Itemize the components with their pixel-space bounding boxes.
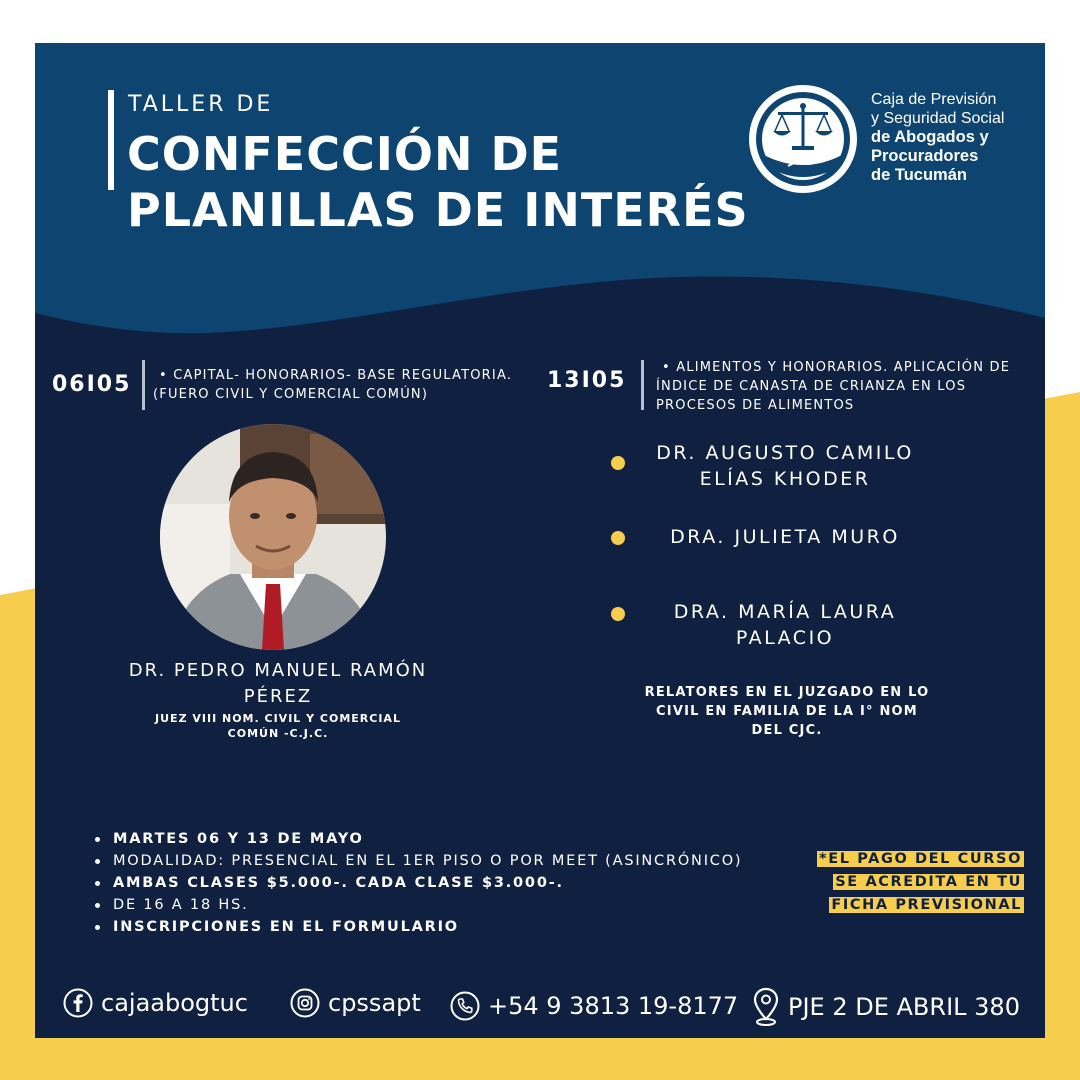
- payment-note-line-3: FICHA PREVISIONAL: [831, 897, 1022, 913]
- session-divider-2: [641, 360, 644, 410]
- main-speaker-role: [128, 711, 428, 741]
- speaker-right-1-line-1: DR. AUGUSTO CAMILO: [656, 442, 914, 464]
- list-item: DE 16 A 18 HS.: [95, 894, 742, 916]
- speaker-photo: [160, 424, 386, 650]
- bullet-dot-icon: [611, 456, 625, 470]
- phone-number: +54 9 3813 19-8177: [488, 992, 739, 1020]
- main-speaker-role-line-1: JUEZ VIII NOM. CIVIL Y COMERCIAL: [155, 712, 401, 725]
- session-topic-1: [153, 366, 512, 404]
- speaker-right-3-line-1: DRA. MARÍA LAURA: [673, 601, 897, 623]
- speaker-right-1: [630, 440, 940, 492]
- institution-name: [871, 90, 1004, 185]
- session-date-1: 06I05: [52, 372, 132, 397]
- list-item: MODALIDAD: PRESENCIAL EN EL 1ER PISO O POR MEET (ASINCRÓNICO): [95, 850, 742, 872]
- relatores-line-2: CIVIL EN FAMILIA DE LA I° NOM: [656, 704, 918, 719]
- phone-contact[interactable]: [450, 991, 738, 1021]
- bullet-dot-icon: [611, 607, 625, 621]
- speaker-right-2-line-1: DRA. JULIETA MURO: [670, 526, 900, 548]
- title-line-1: CONFECCIÓN DE: [127, 127, 563, 181]
- session-date-2: 13I05: [547, 368, 627, 393]
- main-speaker-name: [118, 658, 438, 710]
- session-topic-1-line-2: (FUERO CIVIL Y COMERCIAL COMÚN): [153, 387, 429, 402]
- instagram-contact[interactable]: [290, 988, 421, 1018]
- course-info-list: [95, 828, 742, 938]
- session-topic-2-line-2: ÍNDICE DE CANASTA DE CRIANZA EN LOS: [656, 379, 967, 394]
- logo-line-2: y Seguridad Social: [871, 110, 1005, 127]
- speaker-right-2: [630, 524, 940, 550]
- speaker-right-1-line-2: ELÍAS KHODER: [699, 468, 871, 490]
- main-speaker-name-line-2: PÉREZ: [243, 686, 313, 707]
- payment-note-line-1: *EL PAGO DEL CURSO: [819, 851, 1022, 867]
- session-divider-1: [142, 360, 145, 410]
- title-line-2: PLANILLAS DE INTERÉS: [127, 183, 749, 237]
- speaker-right-3: [630, 599, 940, 651]
- session-topic-2: [656, 358, 1010, 415]
- relatores-note: [632, 683, 942, 740]
- relatores-line-1: RELATORES EN EL JUZGADO EN LO: [644, 685, 930, 700]
- address-contact[interactable]: [752, 987, 1020, 1027]
- speaker-right-3-line-2: PALACIO: [735, 627, 835, 649]
- session-topic-2-line-1: • ALIMENTOS Y HONORARIOS. APLICACIÓN DE: [662, 360, 1011, 375]
- phone-icon: [450, 991, 480, 1021]
- list-item: AMBAS CLASES $5.000-. CADA CLASE $3.000-.: [95, 872, 742, 894]
- main-speaker-name-line-1: DR. PEDRO MANUEL RAMÓN: [128, 660, 428, 681]
- title-accent-bar: [108, 90, 114, 190]
- address-text: PJE 2 DE ABRIL 380: [788, 993, 1020, 1021]
- instagram-icon: [290, 988, 320, 1018]
- facebook-contact[interactable]: [63, 988, 248, 1018]
- session-topic-1-line-1: • CAPITAL- HONORARIOS- BASE REGULATORIA.: [159, 368, 513, 383]
- list-item: INSCRIPCIONES EN EL FORMULARIO: [95, 916, 742, 938]
- logo-line-1: Caja de Previsión: [871, 91, 997, 108]
- main-speaker-role-line-2: COMÚN -C.J.C.: [227, 727, 329, 740]
- payment-note: [806, 848, 1024, 917]
- logo-line-4: Procuradores: [871, 147, 979, 165]
- location-pin-icon: [752, 987, 780, 1027]
- bullet-dot-icon: [611, 531, 625, 545]
- instagram-handle: cpssapt: [328, 989, 421, 1017]
- session-topic-2-line-3: PROCESOS DE ALIMENTOS: [656, 398, 855, 413]
- facebook-icon: [63, 988, 93, 1018]
- logo-line-5: de Tucumán: [871, 166, 967, 184]
- relatores-line-3: DEL CJC.: [751, 723, 823, 738]
- list-item: MARTES 06 Y 13 DE MAYO: [95, 828, 742, 850]
- facebook-handle: cajaabogtuc: [101, 989, 248, 1017]
- scales-handshake-icon: [748, 84, 858, 194]
- logo-line-3: de Abogados y: [871, 128, 989, 146]
- page-title: [127, 126, 749, 238]
- payment-note-line-2: SE ACREDITA EN TU: [835, 874, 1022, 890]
- title-kicker: TALLER DE: [128, 92, 274, 117]
